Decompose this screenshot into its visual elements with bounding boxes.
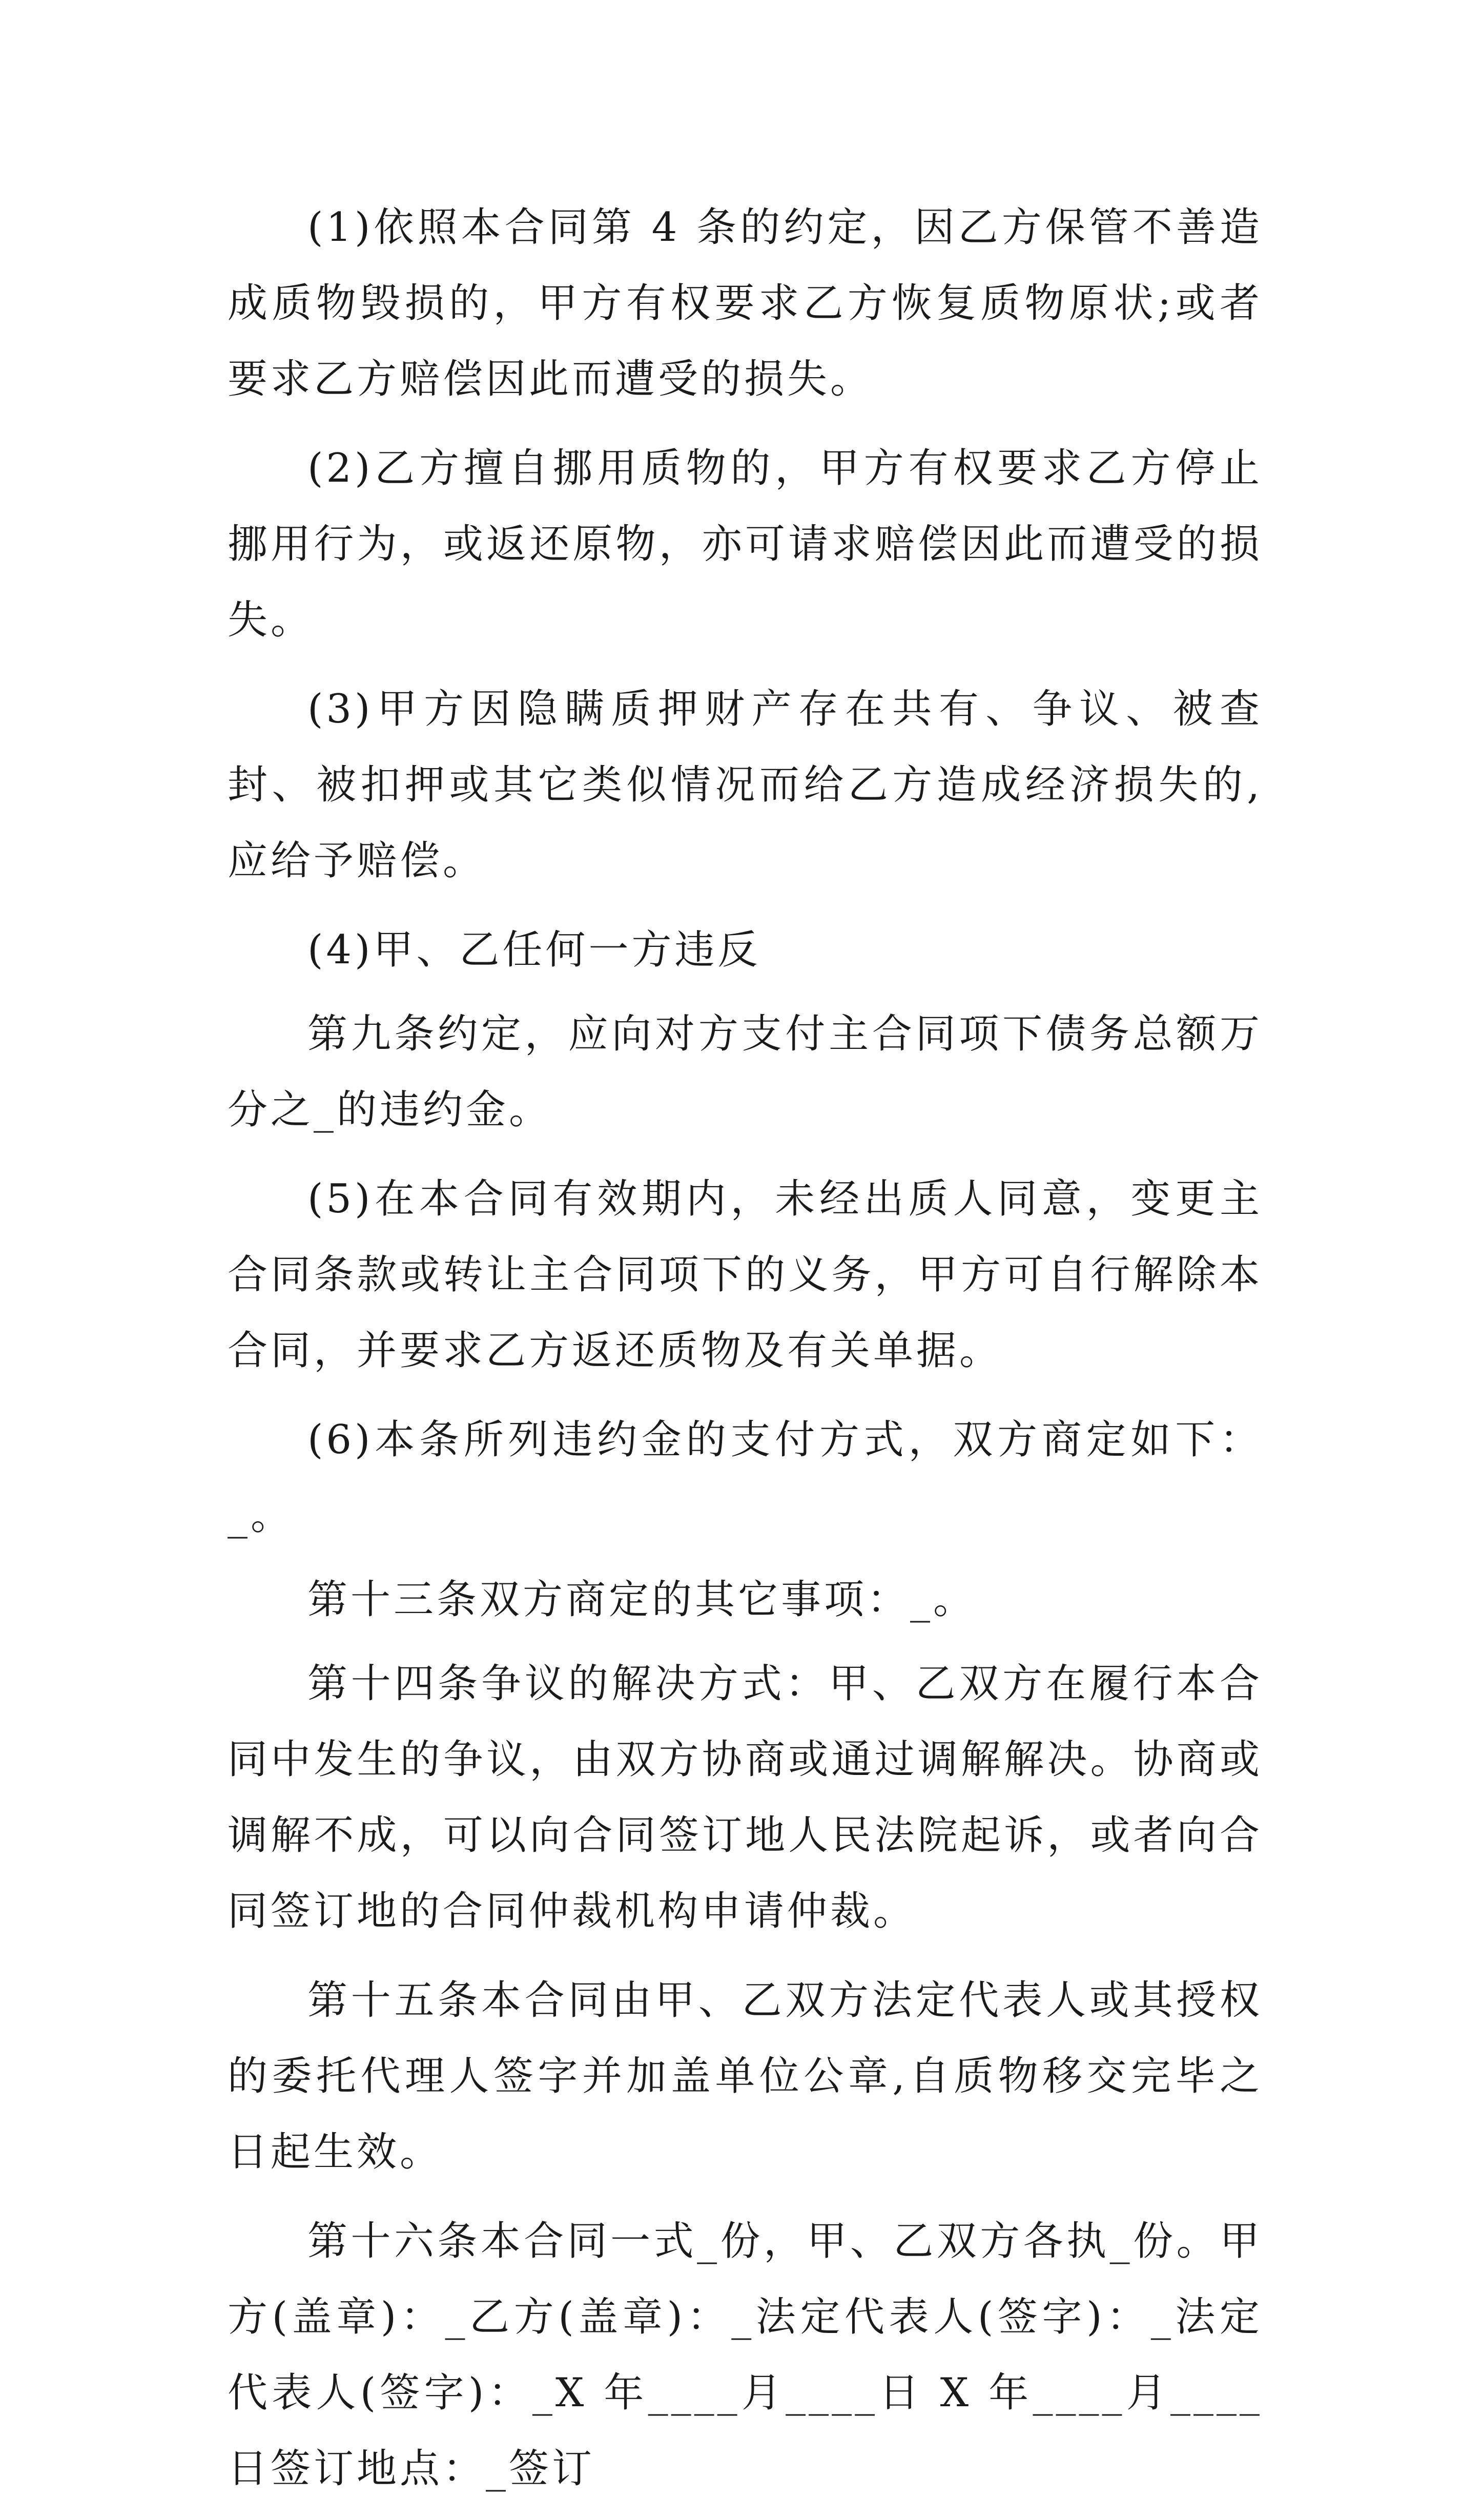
clause-paragraph-3: (3)甲方因隐瞒质押财产存在共有、争议、被查封、被扣押或其它类似情况而给乙方造成经济损失的,应给予赔偿。 <box>228 686 1263 884</box>
article-13-paragraph: 第十三条双方商定的其它事项：_。 <box>307 1577 977 1623</box>
clause-paragraph-2: (2)乙方擅自挪用质物的，甲方有权要求乙方停止挪用行为，或返还原物，亦可请求赔偿因此而遭受的损失。 <box>228 445 1263 643</box>
article-15-paragraph: 第十五条本合同由甲、乙双方法定代表人或其授权的委托代理人签字并加盖单位公章,自质物移交完毕之日起生效。 <box>228 1977 1263 2175</box>
article-16-paragraph: 第十六条本合同一式_份，甲、乙双方各执_份。甲方(盖章)：_乙方(盖章)：_法定代表人(签字)：_法定代表人(签字)：_X 年____月____日 X 年____月____日签订地点：_签订 <box>228 2218 1263 2492</box>
article-9-paragraph: 第九条约定，应向对方支付主合同项下债务总额万分之_的违约金。 <box>228 1011 1263 1133</box>
clause-paragraph-1: (1)依照本合同第 4 条的约定，因乙方保管不善造成质物毁损的，甲方有权要求乙方恢复质物原状;或者要求乙方赔偿因此而遭受的损失。 <box>228 204 1263 402</box>
clause-paragraph-4: (4)甲、乙任何一方违反 <box>307 927 761 973</box>
contract-text <box>228 190 1263 2520</box>
clause-paragraph-6: (6)本条所列违约金的支付方式，双方商定如下：_。 <box>228 1417 1263 1539</box>
clause-paragraph-5: (5)在本合同有效期内，未经出质人同意，变更主合同条款或转让主合同项下的义务，甲方可自行解除本合同，并要求乙方返还质物及有关单据。 <box>228 1176 1263 1374</box>
article-14-paragraph: 第十四条争议的解决方式：甲、乙双方在履行本合同中发生的争议，由双方协商或通过调解解决。协商或调解不成，可以向合同签订地人民法院起诉，或者向合同签订地的合同仲裁机构申请仲裁。 <box>228 1661 1263 1934</box>
